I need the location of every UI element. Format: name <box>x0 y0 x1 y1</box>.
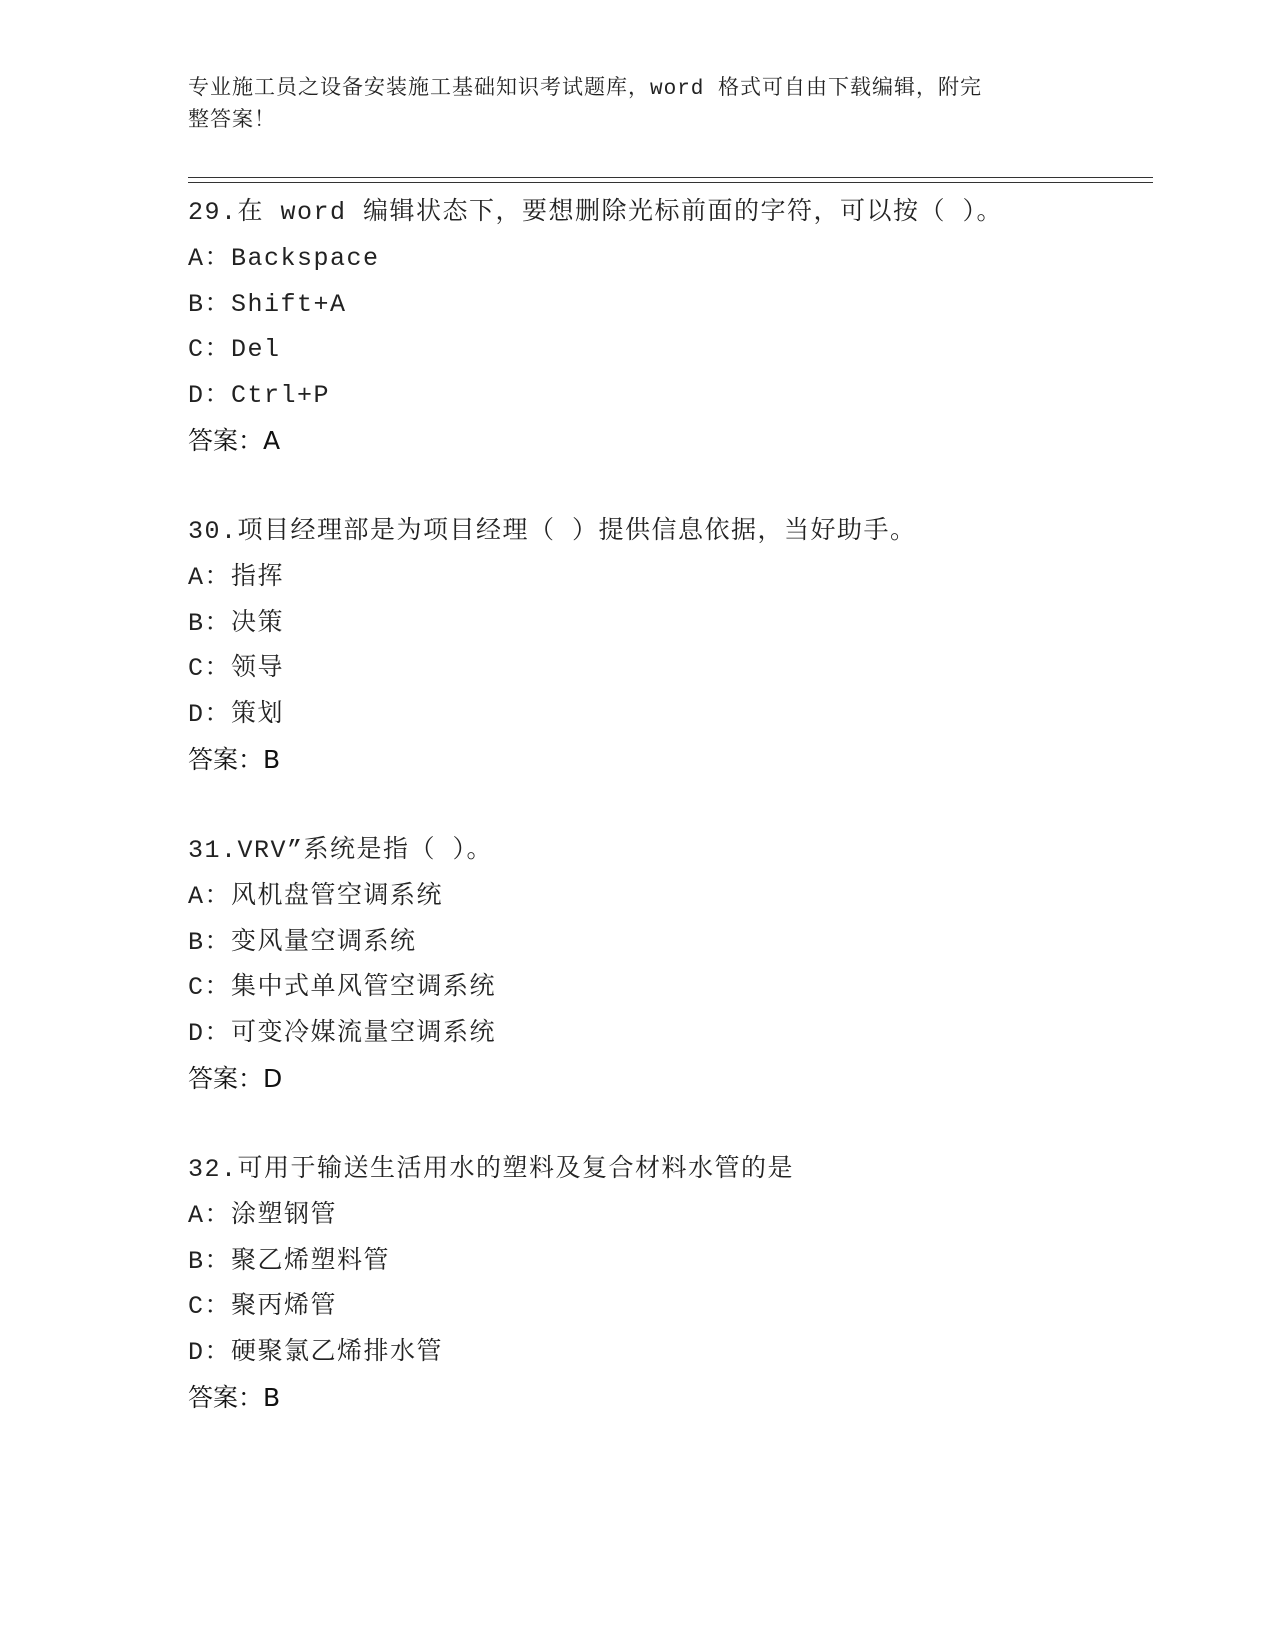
question-title: 30.项目经理部是为项目经理（ ）提供信息依据，当好助手。 <box>188 517 917 546</box>
option-d: D：可变冷媒流量空调系统 <box>188 1018 497 1048</box>
option-b: B：决策 <box>188 608 285 638</box>
option-d: D：策划 <box>188 699 285 729</box>
question-title: 31.VRV”系统是指（ ）。 <box>188 836 494 865</box>
answer-value: D <box>263 1064 283 1093</box>
question-32 <box>188 1147 1153 1421</box>
option-c: C：Del <box>188 335 281 364</box>
option-b: B：Shift+A <box>188 289 347 319</box>
option-d: D：Ctrl+P <box>188 380 331 410</box>
header-divider-thick <box>188 177 1153 178</box>
answer-line <box>188 1056 1153 1102</box>
option-a: A：Backspace <box>188 244 380 273</box>
answer-label: 答案： <box>188 745 264 774</box>
answer-label: 答案： <box>188 1383 264 1412</box>
option-d: D：硬聚氯乙烯排水管 <box>188 1337 444 1367</box>
option-a: A：涂塑钢管 <box>188 1201 338 1230</box>
question-list <box>188 190 1153 1466</box>
option-c: C：领导 <box>188 654 285 683</box>
answer-line <box>188 737 1153 783</box>
answer-value: A <box>263 426 281 455</box>
option-a: A：指挥 <box>188 563 285 592</box>
option-c: C：集中式单风管空调系统 <box>188 973 497 1002</box>
option-b: B：变风量空调系统 <box>188 927 417 957</box>
question-31 <box>188 828 1153 1102</box>
answer-value: B <box>263 745 281 774</box>
question-title: 32.可用于输送生活用水的塑料及复合材料水管的是 <box>188 1155 795 1184</box>
document-header <box>188 74 1068 138</box>
option-a: A：风机盘管空调系统 <box>188 882 444 911</box>
question-29 <box>188 190 1153 464</box>
header-divider-thin <box>188 182 1153 183</box>
answer-value: B <box>263 1383 281 1412</box>
answer-line <box>188 418 1153 464</box>
option-b: B：聚乙烯塑料管 <box>188 1246 391 1276</box>
answer-line <box>188 1375 1153 1421</box>
answer-label: 答案： <box>188 1064 264 1093</box>
question-30 <box>188 509 1153 783</box>
question-title: 29.在 word 编辑状态下，要想删除光标前面的字符，可以按（ ）。 <box>188 198 1004 227</box>
option-c: C：聚丙烯管 <box>188 1292 338 1321</box>
header-line-1: 专业施工员之设备安装施工基础知识考试题库，word 格式可自由下载编辑，附完 <box>188 78 983 101</box>
header-line-2: 整答案！ <box>188 110 276 133</box>
answer-label: 答案： <box>188 426 264 455</box>
